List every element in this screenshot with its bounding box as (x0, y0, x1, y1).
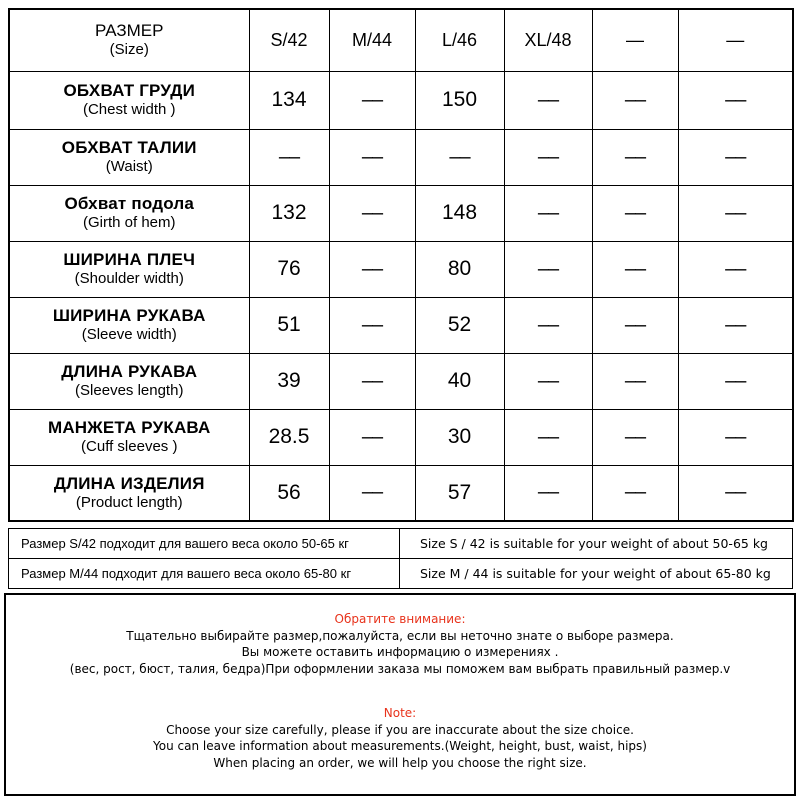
measurement-label-ru: ОБХВАТ ТАЛИИ (61, 138, 197, 157)
size-table (8, 8, 794, 522)
measurement-value: 80 (415, 241, 504, 297)
measurement-label-ru: ДЛИНА ИЗДЕЛИЯ (53, 473, 205, 493)
measurement-value: 39 (249, 353, 329, 409)
note-title-ru: Обратите внимание: (334, 612, 466, 626)
measurement-value: –– (678, 241, 793, 297)
measurement-value: –– (678, 129, 793, 185)
measurement-label-en: (Product length) (75, 493, 183, 511)
measurement-label-en: (Sleeves length) (75, 382, 184, 399)
measurement-value: –– (678, 71, 793, 129)
measurement-label-ru: МАНЖЕТА РУКАВА (47, 418, 211, 437)
size-header-l: L/46 (415, 9, 504, 71)
measurement-value: –– (504, 129, 592, 185)
measurement-label-en: (Sleeve width) (81, 326, 177, 343)
measurement-label-cell (9, 353, 249, 409)
size-header-xl: XL/48 (504, 9, 592, 71)
measurement-value: –– (329, 241, 415, 297)
measurement-value: 52 (415, 297, 504, 353)
measurement-label-cell (9, 71, 249, 129)
measurement-value: 150 (415, 71, 504, 129)
measurement-value: 132 (249, 185, 329, 241)
measurement-value: –– (592, 129, 678, 185)
measurement-value: –– (592, 465, 678, 521)
measurement-value: 30 (415, 409, 504, 465)
size-header-empty-1: — (592, 9, 678, 71)
measurement-label-cell (9, 185, 249, 241)
measurement-row (9, 465, 793, 521)
measurement-row (9, 129, 793, 185)
note-line-ru: (вес, рост, бюст, талия, бедра)При оформлении заказа мы поможем вам выбрать правильный размер.v (69, 661, 731, 676)
measurement-value: –– (415, 129, 504, 185)
weight-row (9, 529, 793, 559)
measurement-label-en: (Shoulder width) (74, 270, 184, 287)
measurement-value: –– (678, 185, 793, 241)
measurement-value: –– (592, 353, 678, 409)
measurement-row (9, 185, 793, 241)
note-line-en: Choose your size carefully, please if you are inaccurate about the size choice. (166, 722, 634, 737)
header-label-en: (Size) (109, 41, 149, 59)
weight-row (9, 559, 793, 589)
measurement-value: –– (329, 71, 415, 129)
measurement-row (9, 297, 793, 353)
measurement-label-cell (9, 465, 249, 521)
measurement-value: –– (504, 241, 592, 297)
measurement-label-cell (9, 241, 249, 297)
measurement-value: –– (592, 409, 678, 465)
size-header-m: M/44 (329, 9, 415, 71)
measurement-value: 40 (415, 353, 504, 409)
measurement-row (9, 71, 793, 129)
weight-table (8, 528, 793, 589)
measurement-label-en: (Cuff sleeves ) (81, 438, 178, 455)
measurement-label-en: (Girth of hem) (82, 214, 176, 231)
weight-ru: Размер S/42 подходит для вашего веса около 50-65 кг (9, 529, 400, 559)
measurement-value: –– (329, 353, 415, 409)
measurement-label-ru: Обхват подола (64, 194, 195, 213)
measurement-value: 148 (415, 185, 504, 241)
measurement-row (9, 353, 793, 409)
measurement-value: –– (504, 409, 592, 465)
measurement-value: –– (592, 185, 678, 241)
measurement-value: –– (329, 297, 415, 353)
measurement-label-en: (Waist) (105, 158, 153, 175)
measurement-value: 56 (249, 465, 329, 521)
measurement-value: –– (329, 465, 415, 521)
note-line-en: When placing an order, we will help you choose the right size. (213, 755, 587, 770)
weight-en: Size S / 42 is suitable for your weight of about 50-65 kg (400, 529, 793, 559)
measurement-value: 57 (415, 465, 504, 521)
measurement-value: 51 (249, 297, 329, 353)
measurement-value: –– (504, 297, 592, 353)
note-line-en: You can leave information about measurements.(Weight, height, bust, waist, hips) (153, 739, 647, 753)
size-header-empty-2: — (678, 9, 793, 71)
measurement-value: 28.5 (249, 409, 329, 465)
measurement-value: –– (678, 353, 793, 409)
measurement-label-ru: ШИРИНА ПЛЕЧ (63, 250, 196, 269)
measurement-value: –– (329, 409, 415, 465)
measurement-row (9, 409, 793, 465)
measurement-value: 76 (249, 241, 329, 297)
measurement-value: –– (504, 465, 592, 521)
note-line-ru: Вы можете оставить информацию о измерениях . (241, 645, 559, 659)
measurement-value: –– (592, 297, 678, 353)
measurement-value: –– (249, 129, 329, 185)
measurement-value: –– (678, 409, 793, 465)
measurement-value: –– (678, 465, 793, 521)
header-label-ru: РАЗМЕР (95, 21, 164, 41)
weight-ru: Размер M/44 подходит для вашего веса около 65-80 кг (9, 559, 400, 589)
measurement-value: –– (592, 241, 678, 297)
measurement-label-ru: ОБХВАТ ГРУДИ (63, 81, 196, 100)
measurement-label-cell (9, 297, 249, 353)
measurement-label-ru: ШИРИНА РУКАВА (52, 306, 206, 325)
measurement-value: –– (592, 71, 678, 129)
measurement-label-cell (9, 129, 249, 185)
measurement-value: –– (504, 71, 592, 129)
measurement-value: –– (504, 353, 592, 409)
measurement-value: –– (504, 185, 592, 241)
measurement-label-cell (9, 409, 249, 465)
measurement-value: 134 (249, 71, 329, 129)
note-line-ru: Тщательно выбирайте размер,пожалуйста, если вы неточно знате о выборе размера. (126, 628, 674, 643)
note-title-en: Note: (383, 706, 417, 720)
measurement-value: –– (329, 129, 415, 185)
size-header-s: S/42 (249, 9, 329, 71)
weight-en: Size M / 44 is suitable for your weight of about 65-80 kg (400, 559, 793, 589)
measurement-value: –– (329, 185, 415, 241)
measurement-label-ru: ДЛИНА РУКАВА (61, 362, 198, 381)
header-label-cell (9, 9, 249, 71)
measurement-row (9, 241, 793, 297)
note-box (4, 593, 796, 796)
measurement-label-en: (Chest width ) (82, 101, 176, 118)
header-row (9, 9, 793, 71)
measurement-value: –– (678, 297, 793, 353)
